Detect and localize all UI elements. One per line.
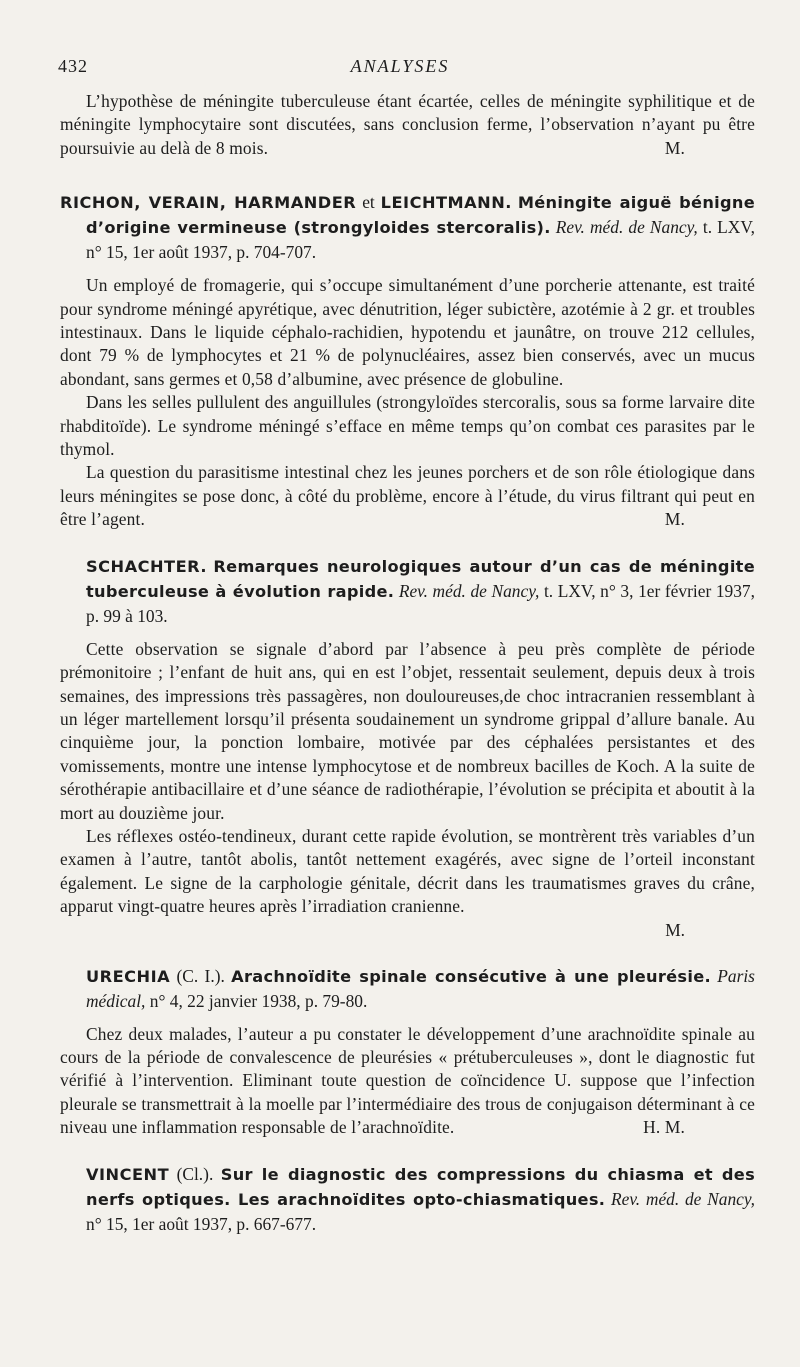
- entry-authors: SCHACHTER.: [86, 556, 208, 576]
- abstract-paragraph: Chez deux malades, l’auteur a pu constater le développement d’une arachnoïdite spinale au cours de la période de convalescence de pleurésies « prétuberculeuses », dont le diagnostic fut vérifié à l’intervention. Eliminant toute question de coïncidence U. suppose que l’infection pleurale se transmettrait à la moelle par l’intermédiaire des trous de conjugaison déterminant à ce niveau une inflammation responsable de l’arachnoïdite. H. M.: [60, 1023, 755, 1140]
- entry-conjunction: et: [362, 192, 375, 213]
- abstract-signature: H. M.: [643, 1117, 685, 1138]
- bibliographic-entry: [60, 964, 755, 1140]
- reference-citation: [60, 1162, 755, 1236]
- abstract-paragraph: L’hypothèse de méningite tuberculeuse étant écartée, celles de méningite syphilitique et de méningite lymphocytaire sont discutées, sans conclusion ferme, l’observation n’ayant pu être poursuivie au delà de 8 mois. M.: [60, 90, 755, 160]
- entry-title: Sur le diagnostic des compressions du chiasma et des nerfs optiques. Les arachnoïdites opto-chiasmatiques.: [86, 1164, 756, 1209]
- page-header: [58, 56, 742, 80]
- abstract-paragraph: Les réflexes ostéo-tendineux, durant cette rapide évolution, se montrèrent très variables d’un examen à l’autre, tantôt abolis, tantôt nettement exagérés, avec signe de l’orteil inconstant également. Le signe de la carphologie génitale, décrit dans les traumatismes graves du crâne, apparut vingt-quatre heures après l’irradiation cranienne.: [60, 825, 755, 917]
- entry-initials: (Cl.).: [176, 1163, 214, 1184]
- entry-title: Remarques neurologiques autour d’un cas de méningite tuberculeuse à évolution rapide.: [86, 556, 755, 601]
- page-content: [60, 90, 755, 1246]
- running-title: ANALYSES: [350, 56, 450, 76]
- abstract-signature: M.: [664, 509, 685, 530]
- abstract-paragraph: Dans les selles pullulent des anguillules (strongyloïdes stercoralis, sous sa forme larvaire dite rhabditoïde). Le syndrome méningé s’efface en même temps qu’on combat ces parasites par le thymol.: [60, 392, 755, 460]
- entry-details: t. LXV, n° 3, 1er février 1937, p. 99 à 103.: [86, 580, 755, 626]
- reference-citation: [60, 964, 755, 1013]
- entry-initials: (C. I.).: [176, 965, 225, 986]
- entry-details: t. LXV, n° 15, 1er août 1937, p. 704-707.: [86, 217, 756, 263]
- abstract-paragraph: La question du parasitisme intestinal chez les jeunes porchers et de son rôle étiologique dans leurs méningites se pose donc, à côté du problème, encore à l’étude, du virus filtrant qui peut en être l’agent. M.: [60, 461, 755, 531]
- entry-journal: Rev. méd. de Nancy,: [555, 217, 698, 238]
- abstract-paragraph: Cette observation se signale d’abord par l’absence à peu près complète de période prémonitoire ; l’enfant de huit ans, qui en est l’objet, ressentait seulement, depuis deux à trois semaines, des impressions très passagères, non douloureuses,de choc intracranien ressemblant à un léger martellement lorsqu’il présenta soudainement un syndrome grippal d’allure banale. Au cinquième jour, la ponction lombaire, motivée par des céphalées persistantes et des vomissements, montre une intense lymphocytose et de nombreux bacilles de Koch. A la suite de sérothérapie antibacillaire et d’une séance de radiothérapie, l’évolution se précipita et aboutit à la mort au douzième jour.: [60, 638, 755, 823]
- abstract-paragraph: Un employé de fromagerie, qui s’occupe simultanément d’une porcherie attenante, est traité pour syndrome méningé apyrétique, avec dénutrition, léger subictère, azotémie à 2 gr. et troubles intestinaux. Dans le liquide céphalo-rachidien, hypotendu et jaunâtre, on trouve 212 cellules, dont 79 % de lymphocytes et 21 % de polynucléaires, assez bien conservés, avec un mucus abondant, sans germes et 0,58 d’albumine, avec présence de globuline.: [60, 275, 755, 389]
- page-number: 432: [58, 56, 88, 76]
- abstract-signature: M.: [664, 137, 685, 158]
- bibliographic-entry: [60, 554, 755, 942]
- entry-authors: VINCENT: [86, 1164, 170, 1184]
- entry-authors-cont: LEICHTMANN.: [380, 193, 512, 213]
- entry-journal: Rev. méd. de Nancy,: [611, 1188, 755, 1209]
- entry-details: n° 15, 1er août 1937, p. 667-677.: [86, 1213, 317, 1234]
- intro-abstract: [60, 90, 755, 160]
- bibliographic-entry: [60, 190, 755, 531]
- entry-authors: URECHIA: [86, 966, 171, 986]
- entry-details: n° 4, 22 janvier 1938, p. 79-80.: [149, 990, 368, 1011]
- bibliographic-entry: [60, 1162, 755, 1236]
- entry-title: Arachnoïdite spinale consécutive à une pleurésie.: [231, 966, 711, 986]
- entry-journal: Paris médical,: [86, 965, 755, 1011]
- entry-authors: RICHON, VERAIN, HARMANDER: [60, 193, 357, 213]
- entry-title: Méningite aiguë bénigne d’origine vermineuse (strongyloides stercoralis).: [86, 193, 755, 238]
- reference-citation: [60, 190, 755, 264]
- reference-citation: [60, 554, 755, 628]
- entry-journal: Rev. méd. de Nancy,: [398, 580, 540, 601]
- abstract-signature: M.: [665, 919, 685, 940]
